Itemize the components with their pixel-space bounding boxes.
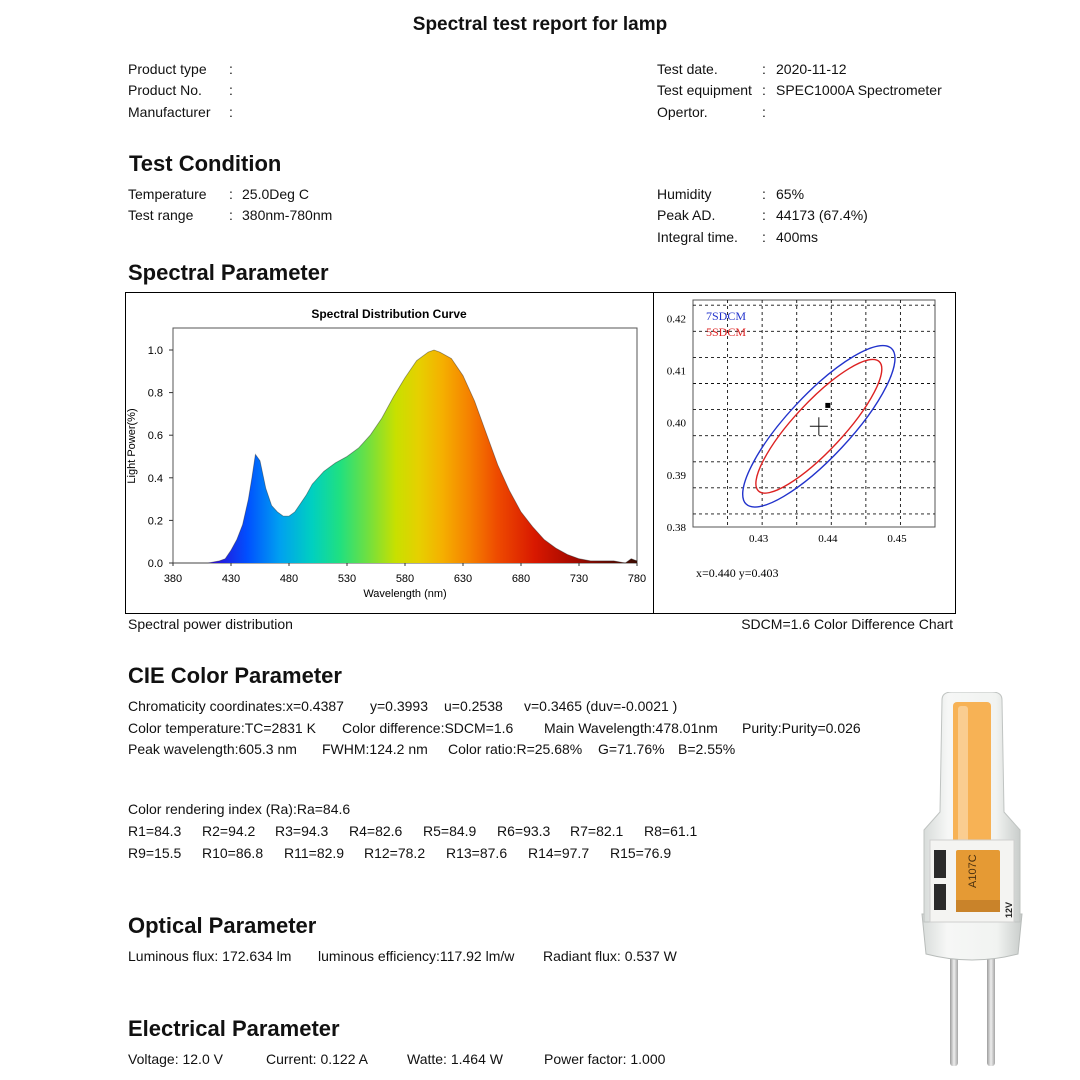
color-ratio-g: G=71.76% [598, 741, 665, 757]
integral-time-label: Integral time. [657, 229, 738, 245]
temperature-value: 25.0Deg C [242, 186, 309, 202]
x-tick-label: 480 [279, 573, 299, 585]
cri-value: R6=93.3 [497, 823, 551, 839]
test-equipment-sep: : [762, 82, 766, 98]
test-date-sep: : [762, 61, 766, 77]
cri-value: R4=82.6 [349, 823, 403, 839]
humidity-sep: : [762, 186, 766, 202]
smd-component [934, 884, 946, 910]
led-strip-highlight [958, 706, 968, 846]
cie-x-tick-label: 0.45 [887, 533, 907, 545]
peak-ad-value: 44173 (67.4%) [776, 207, 868, 223]
radiant-flux: Radiant flux: 0.537 W [543, 948, 677, 964]
x-tick-label: 730 [569, 573, 589, 585]
chromaticity-x: Chromaticity coordinates:x=0.4387 [128, 698, 344, 714]
chart-title: Spectral Distribution Curve [311, 307, 467, 321]
test-equipment-value: SPEC1000A Spectrometer [776, 82, 942, 98]
spectral-caption-right: SDCM=1.6 Color Difference Chart [741, 616, 953, 632]
x-tick-label: 430 [221, 573, 241, 585]
manufacturer-sep: : [229, 104, 233, 120]
cri-value: R12=78.2 [364, 845, 426, 861]
integral-time-value: 400ms [776, 229, 819, 245]
color-ratio-r: Color ratio:R=25.68% [448, 741, 583, 757]
cri-value: R5=84.9 [423, 823, 477, 839]
color-difference-chart [656, 298, 954, 608]
voltage: Voltage: 12.0 V [128, 1051, 223, 1067]
power-factor: Power factor: 1.000 [544, 1051, 666, 1067]
fwhm: FWHM:124.2 nm [322, 741, 428, 757]
legend-5sdcm: 5SDCM [706, 325, 747, 339]
y-tick-label: 0.6 [147, 430, 163, 443]
xy-readout: x=0.440 y=0.403 [696, 566, 779, 580]
test-date-value: 2020-11-12 [776, 61, 847, 77]
manufacturer-label: Manufacturer [128, 104, 211, 120]
purity: Purity:Purity=0.026 [742, 720, 861, 736]
lamp-pin-left [950, 950, 958, 1066]
cri-value: R3=94.3 [275, 823, 329, 839]
cie-y-tick-label: 0.39 [666, 469, 686, 482]
chip-marking: A107C [967, 854, 979, 888]
temperature-label: Temperature [128, 186, 207, 202]
product-type-sep: : [229, 61, 233, 77]
y-axis-label: Light Power(%) [126, 408, 138, 484]
spectrum-area [173, 350, 637, 563]
operator-label: Opertor. [657, 104, 708, 120]
product-no-sep: : [229, 82, 233, 98]
cri-title: Color rendering index (Ra):Ra=84.6 [128, 801, 351, 817]
product-type-label: Product type [128, 61, 207, 77]
electrical-parameter-heading: Electrical Parameter [128, 1016, 340, 1041]
report-title: Spectral test report for lamp [412, 14, 668, 35]
peak-ad-label: Peak AD. [657, 207, 716, 223]
chip-band [956, 900, 1000, 912]
test-equipment-label: Test equipment [657, 82, 752, 98]
main-wavelength: Main Wavelength:478.01nm [544, 720, 718, 736]
chart-divider [653, 292, 654, 614]
board-marking: 12V [1004, 901, 1014, 918]
peak-wavelength: Peak wavelength:605.3 nm [128, 741, 297, 757]
watte: Watte: 1.464 W [407, 1051, 503, 1067]
chromaticity-v: v=0.3465 (duv=-0.0021 ) [524, 698, 678, 714]
cri-value: R1=84.3 [128, 823, 182, 839]
test-range-label: Test range [128, 207, 194, 223]
cie-x-tick-label: 0.43 [749, 533, 769, 545]
smd-component [934, 850, 946, 878]
cri-value: R8=61.1 [644, 823, 698, 839]
test-condition-heading: Test Condition [129, 151, 282, 176]
y-tick-label: 0.8 [147, 387, 163, 400]
x-tick-label: 580 [395, 573, 415, 585]
cie-y-tick-label: 0.38 [666, 522, 686, 534]
y-tick-label: 0.4 [147, 472, 163, 485]
chromaticity-u: u=0.2538 [444, 698, 503, 714]
luminous-flux: Luminous flux: 172.634 lm [128, 948, 292, 964]
lamp-pin-right [987, 950, 995, 1066]
luminous-efficiency: luminous efficiency:117.92 lm/w [318, 948, 515, 964]
chromaticity-y: y=0.3993 [370, 698, 428, 714]
cri-value: R14=97.7 [528, 845, 590, 861]
cri-value: R7=82.1 [570, 823, 624, 839]
cri-value: R9=15.5 [128, 845, 182, 861]
x-tick-label: 380 [163, 573, 183, 585]
cie-color-parameter-heading: CIE Color Parameter [128, 663, 342, 688]
cri-value: R11=82.9 [284, 845, 345, 861]
spectral-distribution-chart [126, 298, 646, 608]
x-tick-label: 630 [453, 573, 473, 585]
y-tick-label: 1.0 [147, 345, 163, 357]
cri-value: R15=76.9 [610, 845, 672, 861]
humidity-label: Humidity [657, 186, 712, 202]
y-tick-label: 0.0 [147, 558, 163, 570]
operator-sep: : [762, 104, 766, 120]
test-range-sep: : [229, 207, 233, 223]
test-range-value: 380nm-780nm [242, 207, 333, 223]
color-ratio-b: B=2.55% [678, 741, 736, 757]
cri-value: R2=94.2 [202, 823, 256, 839]
humidity-value: 65% [776, 186, 805, 202]
cri-value: R13=87.6 [446, 845, 508, 861]
measured-point [825, 403, 830, 408]
peak-ad-sep: : [762, 207, 766, 223]
current: Current: 0.122 A [266, 1051, 368, 1067]
x-tick-label: 780 [627, 573, 646, 585]
cie-y-tick-label: 0.40 [666, 417, 686, 430]
g4-led-lamp-image [912, 692, 1032, 1072]
cie-x-tick-label: 0.44 [818, 533, 838, 545]
x-axis-label: Wavelength (nm) [363, 588, 447, 600]
spectral-parameter-heading: Spectral Parameter [128, 260, 329, 285]
legend-7sdcm: 7SDCM [706, 309, 747, 323]
x-tick-label: 680 [511, 573, 531, 585]
cri-value: R10=86.8 [202, 845, 264, 861]
y-tick-label: 0.2 [147, 515, 163, 528]
spectral-caption-left: Spectral power distribution [128, 616, 293, 632]
temperature-sep: : [229, 186, 233, 202]
cie-y-tick-label: 0.41 [666, 365, 686, 378]
integral-time-sep: : [762, 229, 766, 245]
x-tick-label: 530 [337, 573, 357, 585]
optical-parameter-heading: Optical Parameter [128, 913, 317, 938]
color-difference: Color difference:SDCM=1.6 [342, 720, 514, 736]
color-temperature: Color temperature:TC=2831 K [128, 720, 316, 736]
test-date-label: Test date. [657, 61, 718, 77]
cie-y-tick-label: 0.42 [666, 313, 686, 326]
product-no-label: Product No. [128, 82, 202, 98]
